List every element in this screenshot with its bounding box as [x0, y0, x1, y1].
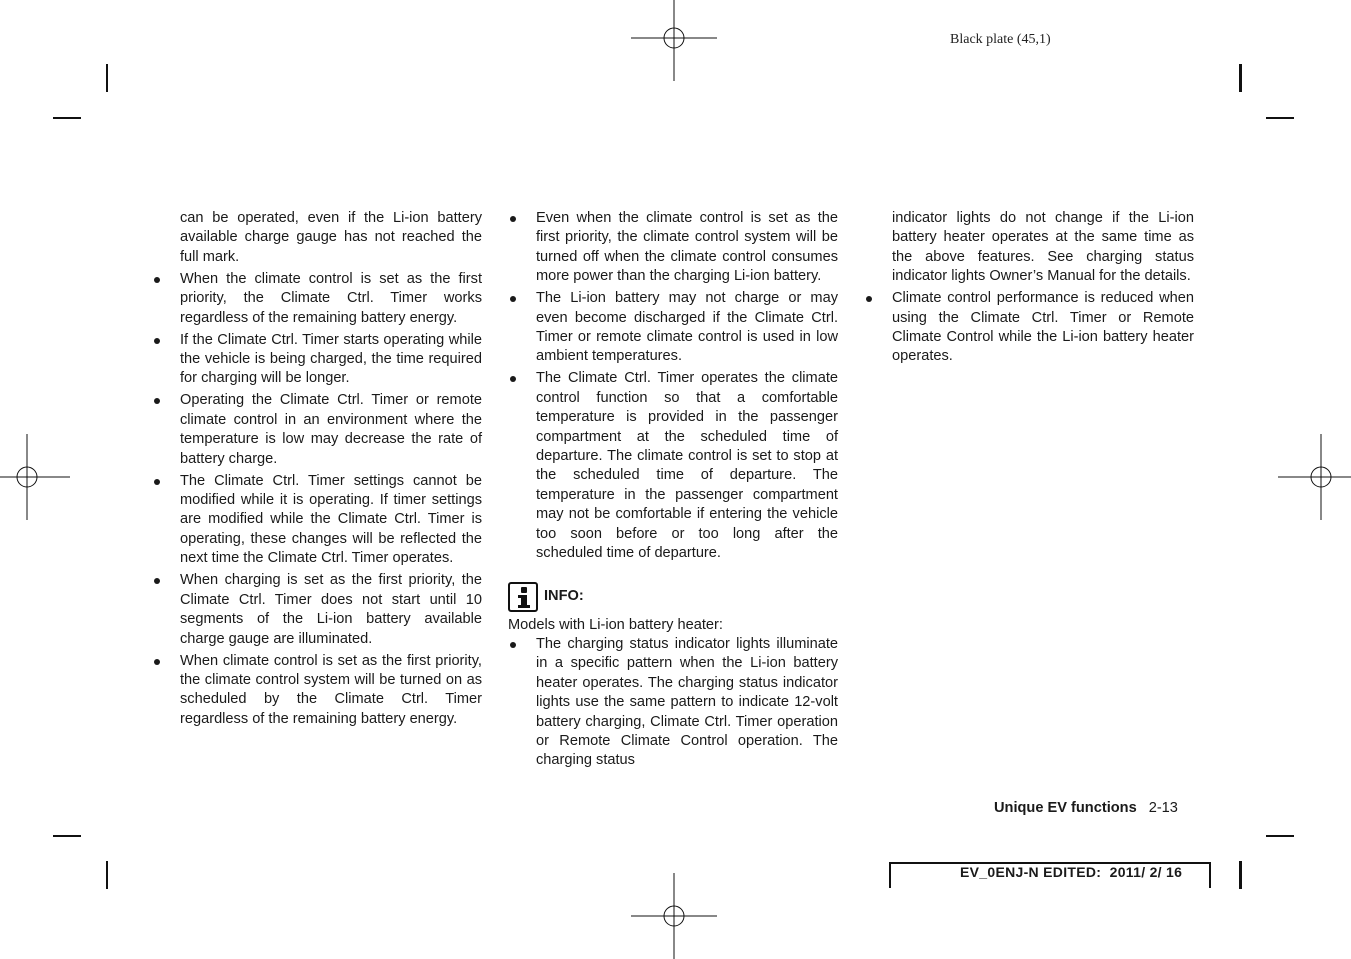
list-item: When charging is set as the first priority, the Climate Ctrl. Timer does not start until 10 segments of the Li-ion battery available charge gauge are illuminated. [152, 571, 482, 649]
crop-mark [106, 64, 108, 92]
info-icon [508, 582, 538, 612]
registration-mark-icon [631, 873, 717, 959]
bullet-list [864, 289, 1194, 367]
list-item: If the Climate Ctrl. Timer starts operating while the vehicle is being charged, the time required for charging will be longer. [152, 331, 482, 389]
crop-mark [1239, 64, 1242, 92]
crop-mark [1239, 861, 1242, 889]
bullet-icon [154, 659, 160, 665]
registration-mark-icon [1278, 434, 1351, 520]
info-header [508, 582, 838, 612]
list-item: When the climate control is set as the first priority, the Climate Ctrl. Timer works regardless of the remaining battery energy. [152, 270, 482, 328]
edited-stamp: EV_0ENJ-N EDITED: 2011/ 2/ 16 [960, 864, 1183, 880]
bullet-icon [510, 642, 516, 648]
list-item: Even when the climate control is set as the first priority, the climate control system will be turned off when the climate control consumes more power than the charging Li-ion battery. [508, 209, 838, 287]
list-item: Climate control performance is reduced when using the Climate Ctrl. Timer or Remote Climate Control while the Li-ion battery heater operates. [864, 289, 1194, 367]
list-item: The Li-ion battery may not charge or may even become discharged if the Climate Ctrl. Timer or remote climate control is used in low ambient temperatures. [508, 289, 838, 367]
crop-mark [53, 117, 81, 119]
bullet-icon [154, 338, 160, 344]
registration-mark-icon [631, 0, 717, 81]
section-title: Unique EV functions [994, 800, 1137, 816]
crop-mark [1266, 117, 1294, 119]
list-item: When climate control is set as the first priority, the climate control system will be turned on as scheduled by the Climate Ctrl. Timer regardless of the remaining battery energy. [152, 652, 482, 730]
column-1 [152, 209, 482, 729]
bullet-icon [510, 296, 516, 302]
bullet-list [508, 209, 838, 564]
bullet-icon [510, 376, 516, 382]
page-number: 2-13 [1148, 800, 1178, 816]
bullet-icon [154, 479, 160, 485]
crop-mark [106, 861, 108, 889]
list-item: The Climate Ctrl. Timer operates the climate control function so that a comfortable temperature is provided in the passenger compartment at the scheduled time of departure. The climate control is set to stop at the scheduled time of departure. The temperature in the passenger compartment may not be comfortable if entering the vehicle too soon before or too long after the scheduled time of departure. [508, 369, 838, 563]
column-2 [508, 209, 838, 771]
crop-mark [1266, 835, 1294, 837]
page-footer [994, 800, 1178, 816]
info-intro: Models with Li-ion battery heater: [508, 616, 723, 633]
column-3 [864, 209, 1194, 367]
continuation-text: indicator lights do not change if the Li-ion battery heater operates at the same time as the above features. See charging status indicator lights Owner’s Manual for the details. [892, 210, 1194, 285]
bullet-icon [154, 398, 160, 404]
bullet-icon [866, 296, 872, 302]
list-item: The charging status indicator lights illuminate in a specific pattern when the Li-ion battery heater operates. The charging status indicator lights use the same pattern to indicate 12-volt battery charging, Climate Ctrl. Timer operation or Remote Climate Control operation. The charging status [508, 635, 838, 771]
info-label: INFO: [544, 587, 584, 604]
bullet-icon [510, 216, 516, 222]
bullet-icon [154, 277, 160, 283]
info-bullet-list [508, 635, 838, 771]
registration-mark-icon [0, 434, 70, 520]
list-item: The Climate Ctrl. Timer settings cannot be modified while it is operating. If timer settings are modified while the Climate Ctrl. Timer is operating, these changes will be reflected the next time the Climate Ctrl. Timer operates. [152, 472, 482, 569]
bullet-icon [154, 578, 160, 584]
list-item: Operating the Climate Ctrl. Timer or remote climate control in an environment where the temperature is low may decrease the rate of battery charge. [152, 391, 482, 469]
continuation-text: can be operated, even if the Li-ion battery available charge gauge has not reached the full mark. [180, 210, 482, 265]
bullet-list [152, 270, 482, 729]
plate-label: Black plate (45,1) [950, 32, 1051, 47]
crop-mark [53, 835, 81, 837]
